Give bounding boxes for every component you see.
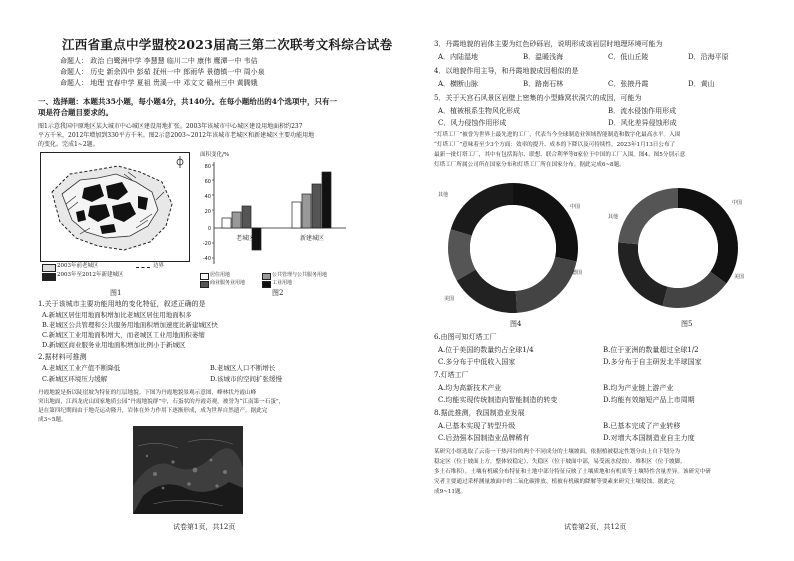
section-heading: 一、选择题：本题共35小题，每小题4分，共140分。在每小题给出的4个选项中，只有一: [38, 97, 338, 106]
q5-option-d[interactable]: D．风化差异侵蚀形成: [608, 119, 677, 127]
figure-5-donut-chart: [608, 178, 758, 318]
legend-swatch: [262, 281, 271, 288]
ytick: -20: [202, 241, 211, 247]
q7-option-c[interactable]: C.均能实现传统制造向智能制造的转变: [438, 396, 558, 404]
legend-swatch-new-city: [42, 273, 56, 281]
exam-title: 江西省重点中学盟校2023届高三第二次联考文科综合试卷: [62, 37, 393, 52]
passage-text: 成9~11题。: [434, 489, 467, 495]
author-line: 命题人： 地理 宜春中学 夏祖 贵溪一中 邓文文 赣州三中 黄腾娥: [60, 79, 258, 87]
figure-4-caption: 图4: [510, 320, 522, 328]
q4-option-b[interactable]: B．路南石林: [523, 80, 564, 88]
group-label-old: 老城区: [236, 235, 255, 242]
legend-label: 公共管理与公共服务用地: [272, 272, 328, 278]
q4-option-a[interactable]: A．横断山脉: [438, 80, 479, 88]
legend-label: 边界: [153, 263, 165, 269]
q8-option-b[interactable]: B.已基本完成了产业转移: [603, 422, 681, 430]
q4-option-c[interactable]: C．张掖丹霞: [608, 80, 649, 88]
city-map-graphic: [40, 152, 190, 262]
bar-new-public: [302, 194, 311, 228]
q5-option-c[interactable]: C．风力侵蚀作用形成: [438, 119, 507, 127]
question-7-stem: 7.灯塔工厂: [434, 371, 469, 379]
ytick: 0: [207, 226, 211, 232]
page-footer: 试卷第2页，共12页: [564, 523, 627, 531]
q3-option-c[interactable]: C．低山丘陵: [608, 53, 649, 61]
legend-swatch: [200, 281, 209, 288]
author-line: 命题人： 历史 新余四中 彭茹 抚州一中 郎雨华 景德镇一中 周小泉: [60, 68, 265, 76]
figure-5-caption: 图5: [681, 320, 693, 328]
bar-new-residential: [292, 202, 301, 228]
question-2-stem: 2.据材料可推测: [38, 353, 87, 361]
ytick: 60: [204, 179, 211, 185]
donut-label: 德国: [572, 270, 583, 276]
q3-option-d[interactable]: D．沿海平原: [688, 53, 729, 61]
group-label-new: 新建城区: [300, 235, 325, 242]
q6-option-c[interactable]: C.多分布于中低收入国家: [438, 358, 516, 366]
passage-text: 丹霞地貌是指以陡崖坡为特征的红层地貌。下图为丹霞地貌景观示意图，峰林状丹霞山峰: [38, 390, 257, 396]
legend-swatch: [262, 273, 271, 280]
right-page: [398, 0, 794, 561]
q2-option-d[interactable]: D.该城市的空间扩张缓慢: [210, 375, 283, 383]
legend-label: 商业服务业用地: [210, 280, 246, 286]
q2-option-a[interactable]: A.老城区工业产值不断降低: [42, 364, 121, 372]
question-6-stem: 6.由图可知灯塔工厂: [434, 333, 497, 341]
figure-1-map: [40, 152, 190, 284]
donut-label: 中国: [732, 200, 743, 206]
legend-swatch: [200, 273, 209, 280]
q6-option-d[interactable]: D.多分布于自主研发北半球国家: [603, 358, 702, 366]
q5-option-b[interactable]: B．流水侵蚀作用形成: [608, 107, 677, 115]
passage-text: “灯塔工厂”被誉为世界上最先进的工厂，代表当今全球制造业领域智能制造和数字化最高水平。入围: [434, 132, 681, 138]
question-4-stem: 4．以地貌作用主导，和丹霞地貌成因相似的是: [434, 67, 579, 75]
legend-swatch-boundary: [136, 267, 150, 268]
q1-option-c[interactable]: C.新城区工业用地面积增大，而老城区工业用地面积萎缩: [42, 331, 205, 339]
passage-text: 稳定区（位于坡面上方，整体较稳定）、失稳区（位于坡面中部，易受流水侵蚀）、堆积区（位于坡脚，: [434, 459, 686, 465]
page-footer: 试卷第1页，共12页: [173, 523, 236, 531]
bar-old-residential: [222, 218, 231, 228]
chart-ylabel: 面积变化/%: [200, 152, 230, 158]
figure-2-caption: 图2: [272, 289, 284, 297]
q8-option-c[interactable]: C.后劲强本国制造业品牌稀有: [438, 434, 530, 442]
q6-option-b[interactable]: B.位于亚洲的数量超过全球1/2: [603, 346, 699, 354]
q4-option-d[interactable]: D．黄山: [688, 80, 715, 88]
question-3-stem: 3．丹霞地貌的岩体主要为红色砂砾岩，说明形成该岩层时地理环境可能为: [434, 40, 663, 48]
legend-label: 工业用地: [272, 280, 293, 286]
legend-label: 居住用地: [210, 272, 231, 278]
ytick: 40: [204, 194, 211, 200]
q3-option-a[interactable]: A．内陆湿地: [438, 53, 479, 61]
q8-option-d[interactable]: D.对增大本国制造业自主力度: [603, 434, 695, 442]
question-5-stem: 5．关于天宫石风景区岩壁上密集的小型蜂窝状洞穴的成因，可能为: [434, 94, 642, 102]
donut-label: 美国: [444, 296, 455, 302]
bar-old-public: [232, 212, 241, 228]
intro-text: 的变化。完成1~2题。: [38, 141, 99, 148]
legend-swatch-old-city: [42, 264, 56, 272]
q1-option-b[interactable]: B.老城区公共管理和公共服务用地面积增加速度比新建城区快: [42, 321, 218, 329]
passage-text: 究者主要通过采样测量坡面中的二氧化碳排放、植被有机碳的降解等要素来研究土壤侵蚀，据此完: [434, 479, 675, 485]
q1-option-d[interactable]: D.新城区商业服务业用地面积增加比例小于新城区: [42, 341, 186, 349]
figure-1-caption: 图1: [110, 289, 122, 297]
donut-label: 美国: [734, 274, 745, 280]
intro-text: 图1示意我国中原地区某大城市中心城区建设用地扩张。2003年该城市中心城区建设用地面积约237: [38, 123, 303, 130]
q7-option-d[interactable]: D.均能有效缩短产品上市周期: [603, 396, 695, 404]
passage-text: 灯塔工厂所属公司所在国家分布和灯塔工厂所在国家分布。据此完成6~8题。: [434, 162, 625, 168]
q7-option-a[interactable]: A.均为高新技术产业: [438, 384, 502, 392]
passage-text: 多土石堆积）。土壤有机碳分布特征和土地中部分特征反映了土壤质地和有机质等土壤特性含量差异。该研究中研: [434, 469, 711, 475]
q6-option-a[interactable]: A.位于美国的数量约占全球1/4: [438, 346, 534, 354]
passage-text: 突出地面，江西龙虎山国家地质公园“丹霞地貌群”中，石蛋状的丹霞奇观，被誉为“江南第一石蛋”，: [38, 399, 285, 405]
section-heading: 项是符合题目要求的。: [38, 108, 113, 117]
q3-option-b[interactable]: B．温暖浅海: [523, 53, 564, 61]
donut-label: 中国: [570, 204, 581, 210]
q7-option-b[interactable]: B.均为产业链上游产业: [603, 384, 674, 392]
passage-text: 某研究小组选取了云南一干热河谷的两个不同成分的土壤坡面，依据植被稳定性划分由上自下划分为: [434, 449, 681, 455]
danxia-landform-photo: [133, 426, 243, 514]
bar-new-commercial: [312, 184, 321, 228]
bar-new-industrial: [322, 172, 331, 228]
q2-option-c[interactable]: C.新城区环境压力缓解: [42, 375, 108, 383]
ytick: 20: [204, 209, 211, 215]
donut-label: 其他: [608, 214, 619, 220]
q1-option-a[interactable]: A.新城区居住用地面积增加比老城区居住用地面积多: [42, 311, 192, 319]
passage-text: 是在第四纪期间由于地壳运动隆升，岩体在外力作用下逐渐形成，成为世界自然遗产。据此完: [38, 408, 268, 414]
legend-label: 2003年前老城区: [57, 263, 99, 269]
ytick: 80: [204, 164, 211, 170]
legend-label: 2003年至2012年新建城区: [57, 272, 124, 278]
bar-chart-graphic: [196, 160, 351, 272]
figure-2-chart: [196, 152, 351, 284]
donut-label: 其他: [438, 192, 449, 198]
question-1-stem: 1.关于该城市主要功能用地的变化特征，叙述正确的是: [38, 300, 206, 308]
q8-option-a[interactable]: A.已基本实现了转型升级: [438, 422, 516, 430]
passage-text: “灯塔工厂”意味着至少3个方面：效率的提升、成本的下降以及可持续性，2023年1月13日公布了: [434, 142, 676, 148]
bar-old-commercial: [242, 206, 251, 228]
passage-text: 最新一批灯塔工厂，其中有包括海尔、联想、联合利华等8家位于中国的工厂入围。图4、图5分别示意: [434, 152, 686, 158]
intro-text: 平方千米，2012年增加到330平方千米。图2示意2003~2012年该城市老城区和新建城区主要功能用地: [38, 132, 315, 139]
question-8-stem: 8.据此推测，我国制造业发展: [434, 409, 525, 417]
passage-text: 成3~5题。: [38, 417, 67, 423]
author-line: 命题人： 政治 白鹭洲中学 李慧慧 临川二中 康伟 鹰潭一中 韦佶: [60, 57, 258, 65]
figure-4-donut-chart: [438, 178, 588, 318]
ytick: -40: [202, 256, 211, 262]
q5-option-a[interactable]: A．植被根系生物风化形成: [438, 107, 521, 115]
q2-option-b[interactable]: B.老城区人口不断增长: [210, 364, 276, 372]
